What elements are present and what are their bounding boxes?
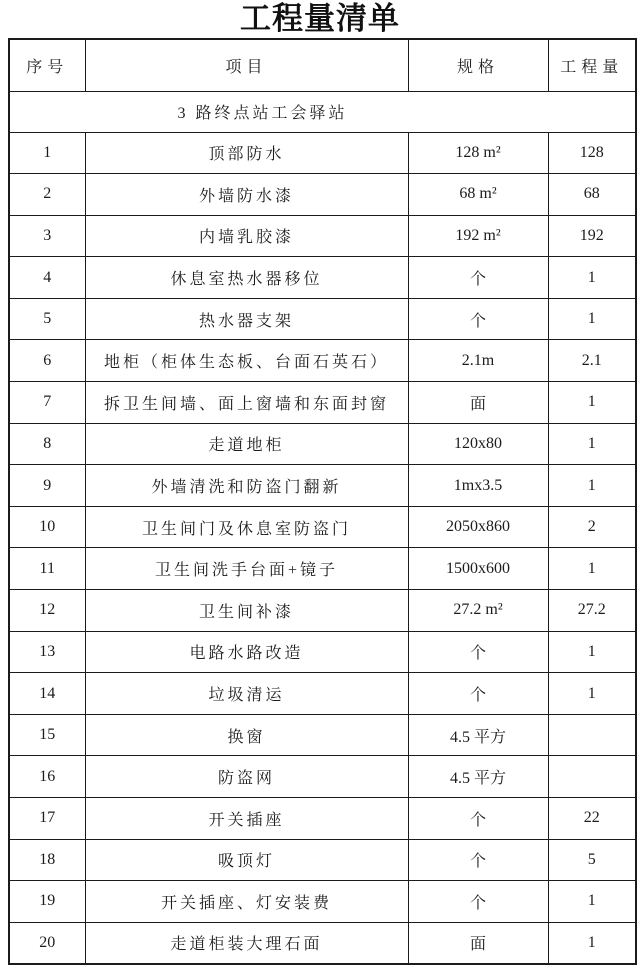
cell-spec: 1500x600	[408, 548, 548, 590]
cell-qty: 128	[548, 132, 636, 174]
cell-no: 1	[9, 132, 85, 174]
table-row	[9, 839, 636, 881]
section-title: 3 路终点站工会驿站	[9, 91, 636, 132]
cell-item: 走道柜装大理石面	[85, 922, 408, 964]
cell-spec: 192 m²	[408, 215, 548, 257]
cell-no: 12	[9, 590, 85, 632]
cell-spec: 面	[408, 382, 548, 424]
cell-spec: 1mx3.5	[408, 465, 548, 507]
section-row	[9, 91, 636, 132]
table-row	[9, 174, 636, 216]
table-row	[9, 756, 636, 798]
table-row	[9, 798, 636, 840]
table-row	[9, 215, 636, 257]
header-no: 序号	[9, 39, 85, 91]
cell-item: 走道地柜	[85, 423, 408, 465]
cell-no: 18	[9, 839, 85, 881]
table-row	[9, 506, 636, 548]
cell-item: 外墙清洗和防盗门翻新	[85, 465, 408, 507]
table-row	[9, 340, 636, 382]
cell-spec: 个	[408, 673, 548, 715]
cell-item: 卫生间门及休息室防盗门	[85, 506, 408, 548]
cell-qty: 1	[548, 465, 636, 507]
cell-no: 16	[9, 756, 85, 798]
cell-item: 换窗	[85, 714, 408, 756]
header-spec: 规格	[408, 39, 548, 91]
cell-item: 内墙乳胶漆	[85, 215, 408, 257]
cell-spec: 2050x860	[408, 506, 548, 548]
table-row	[9, 922, 636, 964]
cell-item: 卫生间洗手台面+镜子	[85, 548, 408, 590]
cell-no: 10	[9, 506, 85, 548]
cell-item: 休息室热水器移位	[85, 257, 408, 299]
table-row	[9, 423, 636, 465]
cell-spec: 面	[408, 922, 548, 964]
cell-item: 吸顶灯	[85, 839, 408, 881]
cell-no: 17	[9, 798, 85, 840]
cell-qty: 68	[548, 174, 636, 216]
cell-qty: 1	[548, 298, 636, 340]
cell-no: 20	[9, 922, 85, 964]
cell-spec: 4.5 平方	[408, 714, 548, 756]
cell-no: 2	[9, 174, 85, 216]
cell-spec: 个	[408, 257, 548, 299]
cell-item: 防盗网	[85, 756, 408, 798]
cell-qty: 1	[548, 423, 636, 465]
header-item: 项目	[85, 39, 408, 91]
cell-spec: 27.2 m²	[408, 590, 548, 632]
cell-no: 7	[9, 382, 85, 424]
cell-spec: 120x80	[408, 423, 548, 465]
cell-no: 9	[9, 465, 85, 507]
cell-spec: 个	[408, 631, 548, 673]
cell-qty: 1	[548, 881, 636, 923]
page-title: 工程量清单	[240, 1, 400, 36]
cell-no: 5	[9, 298, 85, 340]
cell-no: 3	[9, 215, 85, 257]
header-row	[9, 39, 636, 91]
cell-qty: 5	[548, 839, 636, 881]
cell-no: 4	[9, 257, 85, 299]
cell-spec: 个	[408, 839, 548, 881]
cell-no: 15	[9, 714, 85, 756]
table-row	[9, 257, 636, 299]
cell-spec: 128 m²	[408, 132, 548, 174]
cell-spec: 2.1m	[408, 340, 548, 382]
cell-item: 热水器支架	[85, 298, 408, 340]
cell-spec: 4.5 平方	[408, 756, 548, 798]
cell-item: 外墙防水漆	[85, 174, 408, 216]
cell-spec: 个	[408, 298, 548, 340]
cell-qty: 1	[548, 257, 636, 299]
header-qty: 工程量	[548, 39, 636, 91]
cell-spec: 个	[408, 798, 548, 840]
cell-item: 电路水路改造	[85, 631, 408, 673]
cell-qty: 2.1	[548, 340, 636, 382]
cell-item: 开关插座、灯安装费	[85, 881, 408, 923]
cell-no: 13	[9, 631, 85, 673]
cell-qty: 1	[548, 631, 636, 673]
cell-item: 顶部防水	[85, 132, 408, 174]
cell-item: 拆卫生间墙、面上窗墙和东面封窗	[85, 382, 408, 424]
cell-no: 19	[9, 881, 85, 923]
table-row	[9, 590, 636, 632]
cell-qty: 1	[548, 922, 636, 964]
cell-qty: 2	[548, 506, 636, 548]
cell-item: 垃圾清运	[85, 673, 408, 715]
table-row	[9, 548, 636, 590]
quantity-table	[8, 38, 637, 965]
cell-qty	[548, 756, 636, 798]
cell-qty: 22	[548, 798, 636, 840]
cell-qty: 1	[548, 382, 636, 424]
table-row	[9, 714, 636, 756]
cell-no: 14	[9, 673, 85, 715]
table-row	[9, 132, 636, 174]
cell-no: 11	[9, 548, 85, 590]
table-row	[9, 881, 636, 923]
cell-spec: 个	[408, 881, 548, 923]
cell-item: 开关插座	[85, 798, 408, 840]
cell-qty: 192	[548, 215, 636, 257]
cell-qty	[548, 714, 636, 756]
table-row	[9, 298, 636, 340]
cell-item: 卫生间补漆	[85, 590, 408, 632]
cell-item: 地柜（柜体生态板、台面石英石）	[85, 340, 408, 382]
table-row	[9, 382, 636, 424]
cell-qty: 1	[548, 548, 636, 590]
table-row	[9, 465, 636, 507]
cell-qty: 1	[548, 673, 636, 715]
cell-qty: 27.2	[548, 590, 636, 632]
cell-no: 6	[9, 340, 85, 382]
table-row	[9, 631, 636, 673]
cell-no: 8	[9, 423, 85, 465]
cell-spec: 68 m²	[408, 174, 548, 216]
table-row	[9, 673, 636, 715]
